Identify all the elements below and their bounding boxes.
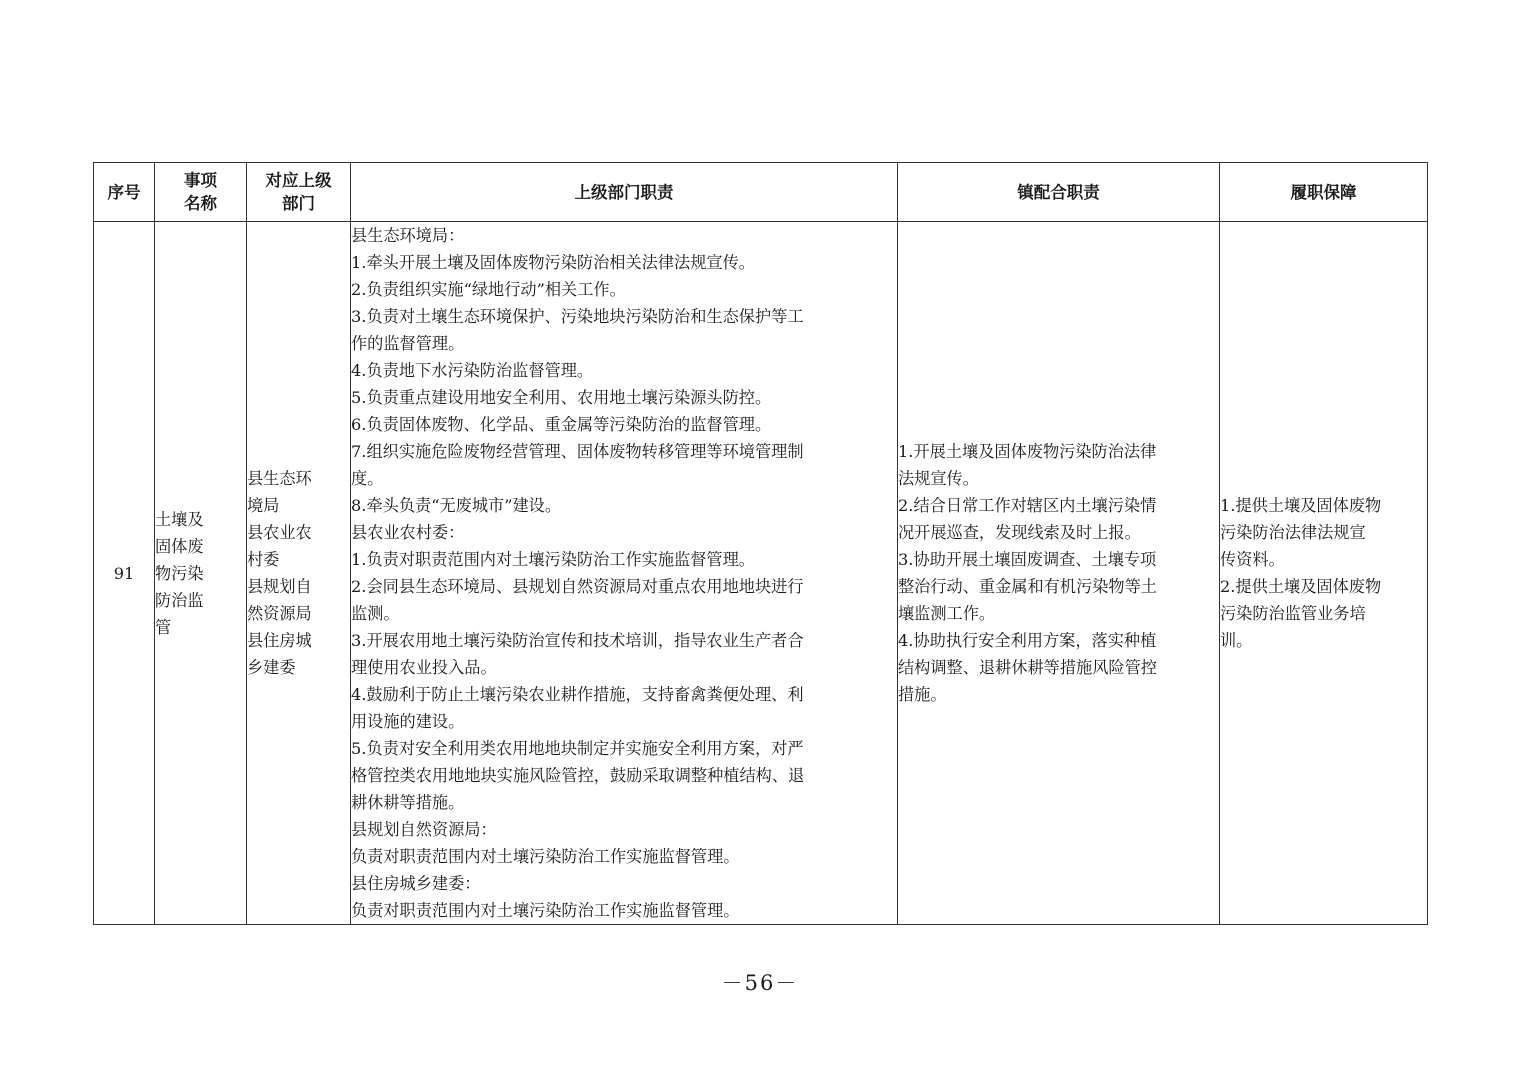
department-line: 然资源局 [247,604,312,623]
table-row [94,222,1428,925]
page-number: －56－ [721,971,799,995]
table-header-row [94,163,1428,222]
town-duty-line: 整治行动、重金属和有机污染物等土 [898,577,1157,596]
header-upper-duties: 上级部门职责 [351,163,898,222]
guarantee-line: 2.提供土壤及固体废物 [1220,577,1382,596]
row-index: 91 [94,222,155,925]
guarantee-line: 污染防治监管业务培 [1220,604,1366,623]
item-name-line: 固体废 [155,536,204,556]
upper-duty-line: 负责对职责范围内对土壤污染防治工作实施监督管理。 [351,901,740,920]
department-line: 村委 [247,550,280,569]
department-cell [247,222,351,925]
guarantee-line: 污染防治法律法规宣 [1220,523,1366,542]
upper-duty-line: 县住房城乡建委： [351,874,481,893]
upper-duty-line: 理使用农业投入品。 [351,658,497,677]
department-line: 乡建委 [247,658,296,677]
department-line: 县农业农 [247,523,312,542]
header-item-name: 事项 名称 [155,163,247,222]
header-index: 序号 [94,163,155,222]
header-town-duties: 镇配合职责 [898,163,1220,222]
upper-duty-line: 6.负责固体废物、化学品、重金属等污染防治的监督管理。 [351,415,772,434]
upper-duty-line: 用设施的建设。 [351,712,465,731]
upper-duty-line: 度。 [351,469,384,488]
item-name-cell [155,222,247,925]
town-duty-line: 4.协助执行安全利用方案，落实种植 [898,631,1157,650]
upper-duties-cell [351,222,898,925]
department-line: 境局 [247,496,280,515]
upper-duty-line: 7.组织实施危险废物经营管理、固体废物转移管理等环境管理制 [351,442,804,461]
item-name-line: 土壤及 [155,509,204,529]
upper-duty-line: 县农业农村委： [351,523,465,542]
upper-duty-line: 2.会同县生态环境局、县规划自然资源局对重点农用地地块进行 [351,577,804,596]
duty-table [93,162,1428,925]
town-duty-line: 况开展巡查，发现线索及时上报。 [898,523,1141,542]
town-duty-line: 措施。 [898,685,947,704]
upper-duty-line: 4.鼓励利于防止土壤污染农业耕作措施，支持畜禽粪便处理、利 [351,685,804,704]
department-line: 县生态环 [247,469,312,488]
department-line: 县住房城 [247,631,312,650]
upper-duty-line: 5.负责重点建设用地安全利用、农用地土壤污染源头防控。 [351,388,772,407]
upper-duty-line: 县生态环境局： [351,226,465,245]
town-duty-line: 3.协助开展土壤固废调查、土壤专项 [898,550,1157,569]
upper-duty-line: 监测。 [351,604,400,623]
upper-duty-line: 2.负责组织实施“绿地行动”相关工作。 [351,280,626,299]
item-name-line: 物污染 [155,563,204,583]
upper-duty-line: 作的监督管理。 [351,334,465,353]
upper-duty-line: 县规划自然资源局： [351,820,497,839]
town-duty-line: 法规宣传。 [898,469,979,488]
guarantee-line: 传资料。 [1220,550,1285,569]
town-duty-line: 1.开展土壤及固体废物污染防治法律 [898,442,1157,461]
town-duty-line: 结构调整、退耕休耕等措施风险管控 [898,658,1157,677]
upper-duty-line: 3.开展农用地土壤污染防治宣传和技术培训，指导农业生产者合 [351,631,804,650]
upper-duty-line: 8.牵头负责“无废城市”建设。 [351,496,562,515]
guarantee-cell [1220,222,1428,925]
town-duty-line: 壤监测工作。 [898,604,996,623]
header-guarantee: 履职保障 [1220,163,1428,222]
upper-duty-line: 5.负责对安全利用类农用地地块制定并实施安全利用方案，对严 [351,739,804,758]
department-line: 县规划自 [247,577,312,596]
upper-duty-line: 格管控类农用地地块实施风险管控，鼓励采取调整种植结构、退 [351,766,805,785]
upper-duty-line: 负责对职责范围内对土壤污染防治工作实施监督管理。 [351,847,740,866]
town-duty-line: 2.结合日常工作对辖区内土壤污染情 [898,496,1157,515]
upper-duty-line: 3.负责对土壤生态环境保护、污染地块污染防治和生态保护等工 [351,307,804,326]
upper-duty-line: 耕休耕等措施。 [351,793,465,812]
town-duties-cell [898,222,1220,925]
upper-duty-line: 1.牵头开展土壤及固体废物污染防治相关法律法规宣传。 [351,253,755,272]
upper-duty-line: 4.负责地下水污染防治监督管理。 [351,361,594,380]
header-department: 对应上级 部门 [247,163,351,222]
item-name-line: 管 [155,617,172,637]
guarantee-line: 训。 [1220,631,1253,650]
upper-duty-line: 1.负责对职责范围内对土壤污染防治工作实施监督管理。 [351,550,755,569]
item-name-line: 防治监 [155,590,204,610]
guarantee-line: 1.提供土壤及固体废物 [1220,496,1382,515]
